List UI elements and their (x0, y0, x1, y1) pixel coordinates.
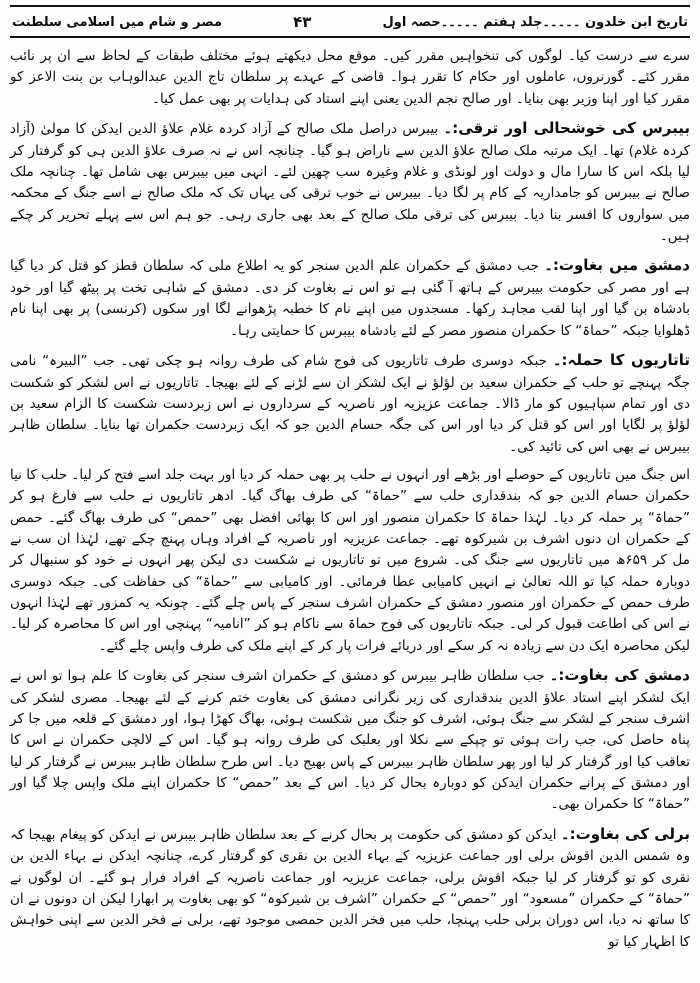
paragraph-damascus-rebellion (10, 664, 690, 816)
paragraph-text: جب دمشق کے حکمران علم الدین سنجر کو یہ اطلاع ملی کہ سلطان قطز کو قتل کر دیا گیا ہے اور مصر کی حکومت بیبرس کے ہاتھ آ گئی ہے تو اس نے بغاوت کر دی۔ دمشق کے شاہی تخت پر بیٹھ گیا اور خود بادشاہ بن گیا اور اپنا لقب مجاہد رکھا۔ مسجدوں میں اپنے نام کا خطبہ پڑھوانے لگا اور سکوں (کرنسی) پر بھی اپنا نام ڈھلوایا جبکہ ”حماۃ“ کا حکمران منصور مصر کے لئے بادشاہ بیبرس کا حمایتی رہا۔ (10, 258, 690, 339)
header-book-title: تاریخ ابن خلدون ۔۔۔۔۔جلد ہفتم ۔۔۔۔۔حصہ اول (382, 14, 688, 30)
header-rule (10, 36, 690, 38)
paragraph-heading: برلی کی بغاوت:۔ (560, 824, 690, 843)
paragraph-heading: بیبرس کی خوشحالی اور ترقی:۔ (443, 118, 690, 137)
paragraph-text: بیبرس دراصل ملک صالح کے آزاد کردہ غلام علاؤ الدین ایدکن کا مولیٰ (آزاد کردہ غلام) تھا۔ ایک مرتبہ ملک صالح علاؤ الدین سے ناراض ہو گیا۔ چنانچہ اس نے نہ صرف علاؤ الدین ہی کو گرفتار کر لیا بلکہ اس کا سارا مال و دولت اور لونڈی و غلام وغیرہ سب چھین لئے۔ انہی میں بیبرس بھی شامل تھا۔ چنانچہ ملک صالح نے بیبرس کو جامداریہ کے کام پر لگا دیا۔ بیبرس نے خوب ترقی کی یہاں تک کہ ملک صالح نے اسے جنگ کے محکمہ میں سواروں کا افسر بنا دیا۔ بیبرس کی ترقی ملک صالح کے بعد بھی جاری رہی۔ جو ہم اس سے پہلے تحریر کر چکے ہیں۔ (10, 120, 690, 244)
paragraph-tatar-attack (10, 349, 690, 458)
page-number: ۴۳ (293, 13, 312, 31)
page-content (10, 46, 690, 953)
top-rule (10, 5, 690, 7)
paragraph-war-aftermath (10, 465, 690, 657)
paragraph-damascus-revolt (10, 254, 690, 342)
header-section-title: مصر و شام میں اسلامی سلطنت (12, 14, 223, 30)
paragraph-text: اس جنگ میں تاتاریوں کے حوصلے اور بڑھے اور انہوں نے حلب پر بھی حملہ کر دیا اور بہت جلد اسے فتح کر لیا۔ حلب کا نیا حکمران حسام الدین جو کہ بندقداری حلب سے ”حماۃ“ کی طرف بھاگ گیا۔ ادھر تاتاریوں نے حلب سے فارغ ہو کر ”حماۃ“ پر حملہ کر دیا۔ لہٰذا حماۃ کا حکمران منصور اور اس کا بھائی افضل بھی ”حمص“ کی طرف بھاگ گئے۔ حمص کے حکمران ان دنوں اشرف بن شیرکوہ تھے۔ جماعت عزیزیہ اور ناصریہ کے افراد وہاں پہنچ چکے تھے، لہٰذا ان سب نے مل کر ۶۵۹ھ میں تاتاریوں سے جنگ کی۔ شروع میں تو تاتاریوں نے شکست دی لیکن پھر انہوں نے خود کو سنبھال کر دوبارہ حملہ کیا تو اللہ تعالیٰ نے انہیں کامیابی عطا فرمائی۔ اور کامیابی سے ”حماۃ“ کی حفاظت کی۔ جبکہ دوسری طرف حمص کے حکمران اور منصور دمشق کے حکمران اشرف سنجر کے پاس چلے گئے۔ چونکہ یہ کمزور تھے لہٰذا انہوں نے اس کی اطاعت قبول کر لی۔ جبکہ تاتاریوں کی فوج حماۃ سے ناکام ہو کر ”انامیہ“ پہنچی اور اس کا محاصرہ کر لیا۔ لیکن محاصرہ ایک دن سے زیادہ نہ کر سکے اور دریائے فرات پار کر کے اپنے ملک کی طرف واپس چلے گئے۔ (10, 466, 690, 654)
paragraph-baybars-rise (10, 117, 690, 247)
page-header (10, 10, 690, 36)
paragraph-heading: دمشق کی بغاوت:۔ (549, 665, 690, 684)
paragraph-text: جبکہ دوسری طرف تاتاریوں کی فوج شام کی طرف روانہ ہو چکی تھی۔ جب ”البیرہ“ نامی جگہ پہنچے تو حلب کے حکمران سعید بن لؤلؤ نے ایک لشکر ان سے لڑنے کے لئے بھیجا۔ تاتاریوں نے اس لشکر کو شکست دی اور تمام سپاہیوں کو مار ڈالا۔ جماعت عزیزیہ اور ناصریہ کے سرداروں نے اس زبردست شکست کا الزام سعید بن لؤلؤ پر لگایا اور اس کو قتل کر دیا اور اس کی جگہ حسام الدین جو کہ ایک زبردست حکمران تھا بنایا۔ سلطان ظاہر بیبرس نے بھی اس کی تائید کی۔ (10, 352, 690, 455)
paragraph-intro (10, 46, 690, 110)
paragraph-heading: تاتاریوں کا حملہ:۔ (552, 350, 690, 369)
paragraph-burli-rebellion (10, 823, 690, 953)
paragraph-text: سرے سے درست کیا۔ لوگوں کی تنخواہیں مقرر کیں۔ موقع محل دیکھتے ہوئے مختلف طبقات کے لحاظ سے ان پر نائب مقرر کئے۔ گورنروں، عاملوں اور حکام کا تقرر ہوا۔ قاضی کے عہدے پر سلطان تاج الدین عبدالوہاب بن بنت الاعز کو مقرر کیا اور اپنا وزیر بھی بنایا۔ اور صالح نجم الدین یعنی اپنے استاد کی ہدایات پر بھی عمل کیا۔ (10, 48, 690, 107)
paragraph-text: ایدکن کو دمشق کی حکومت پر بحال کرنے کے بعد سلطان ظاہر بیبرس نے ایدکن کو پیغام بھیجا کہ وہ شمس الدین اقوش برلی اور جماعت عزیزیہ کے بہاء الدین بن نقری کو گرفتار کرے، چنانچہ ایدکن نے بہاء الدین بن نقری کو تو گرفتار کر لیا جبکہ اقوش برلی، جماعت عزیزیہ اور جماعت ناصریہ کے افراد فرار ہو گئے۔ ان لوگوں نے ”حماۃ“ کے حکمران ”مسعود“ اور ”حمص“ کے حکمران ”اشرف بن شیرکوہ“ کو بھی بغاوت پر ابھارا لیکن ان دونوں نے ان کا ساتھ نہ دیا، اس دوران برلی حلب پہنچا، حلب میں فخر الدین حمصی موجود تھے، برلی نے فخر الدین سے اپنی خواہش کا اظہار کیا تو (10, 826, 690, 950)
paragraph-heading: دمشق میں بغاوت:۔ (544, 256, 691, 275)
paragraph-text: جب سلطان ظاہر بیبرس کو دمشق کے حکمران اشرف سنجر کی بغاوت کا علم ہوا تو اس نے ایک لشکر اپنے استاد علاؤ الدین بندقداری کی زیر نگرانی دمشق کی بغاوت ختم کرنے کے لئے بھیجا۔ مصری لشکر کی اشرف سنجر کے لشکر سے جنگ ہوئی، اشرف کو جنگ میں شکست ہوئی، بھاگ کھڑا ہوا، اور دمشق کے قلعہ میں جا کر پناہ حاصل کی، جب رات ہوئی تو چپکے سے نکلا اور بعلبک کی طرف روانہ ہو گیا۔ اس کے لالچی حکمران نے اس کا تعاقب کیا اور گرفتار کر لیا اور پھر سلطان ظاہر بیبرس کے پاس بھیج دیا۔ اس طرح سلطان ظاہر بیبرس نے گرفتار کر لیا اور دمشق کے پرانے حکمران ایدکن کو دوبارہ بحال کر دیا۔ اس کے بعد ”حمص“ کا حکمران اپنے ملک واپس چلا گیا اور ”حماۃ“ کا حکمران بھی۔ (10, 667, 690, 813)
